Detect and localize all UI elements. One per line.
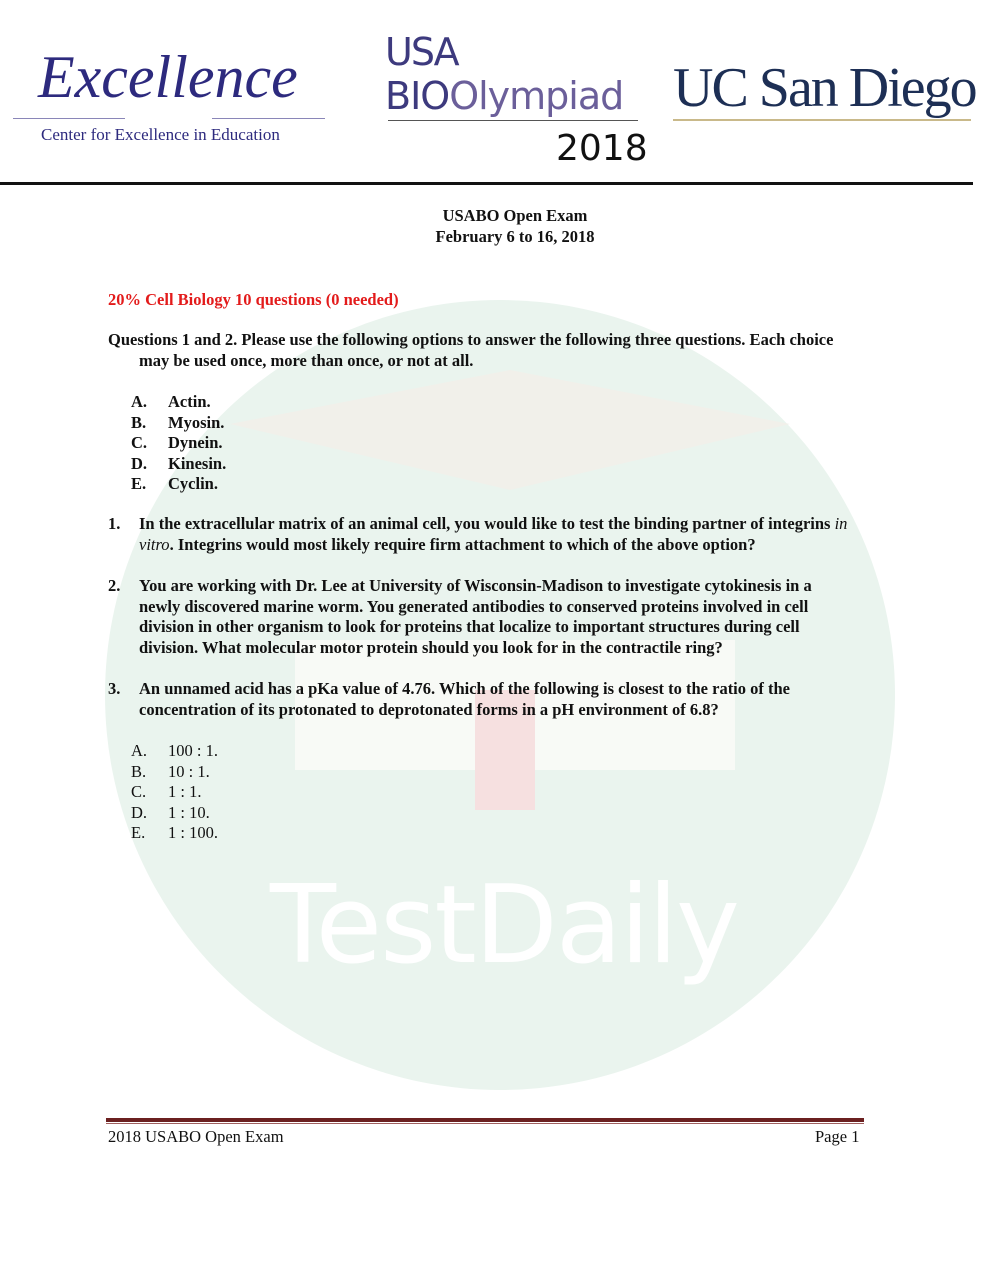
question-3 <box>108 679 928 720</box>
usabo-logo <box>385 74 623 118</box>
ucsd-logo: UC San Diego <box>673 57 976 119</box>
intro-line2: may be used once, more than once, or not at all. <box>139 350 474 370</box>
question-1-line2: vitro. Integrins would most likely require firm attachment to which of the above option? <box>139 534 756 554</box>
option-c: C. 1 : 1. <box>131 782 202 801</box>
option-e: E. 1 : 100. <box>131 823 218 842</box>
usabo-bio: BIO <box>385 74 450 118</box>
option-b: B. Myosin. <box>131 412 225 432</box>
watermark-text: TestDaily <box>270 863 738 988</box>
page-number: Page 1 <box>815 1127 860 1146</box>
option-c: C. Dynein. <box>131 433 223 452</box>
question-2-line3: division in other organism to look for proteins that localize to important structures during cell <box>139 617 800 636</box>
question-1-line1: In the extracellular matrix of an animal cell, you would like to test the binding partner of integrins in <box>139 514 848 533</box>
divider <box>673 119 971 121</box>
divider <box>388 120 638 121</box>
option-a: A. Actin. <box>131 392 211 411</box>
usabo-year: 2018 <box>556 128 648 169</box>
question-2-line1: You are working with Dr. Lee at University of Wisconsin-Madison to investigate cytokinesis in a <box>139 576 812 595</box>
question-2-number: 2. <box>108 576 121 595</box>
footer-rule <box>106 1118 864 1122</box>
option-d: D. 1 : 10. <box>131 802 210 822</box>
footer-rule-thin <box>106 1123 864 1124</box>
usabo-logo-usa: USA <box>385 30 458 74</box>
exam-header <box>0 205 1002 247</box>
question-1-number: 1. <box>108 514 121 533</box>
divider <box>13 118 125 119</box>
question-3-number: 3. <box>108 679 121 698</box>
option-a: A. 100 : 1. <box>131 741 218 760</box>
intro <box>108 330 948 371</box>
exam-dates: February 6 to 16, 2018 <box>435 227 595 246</box>
exam-title: USABO Open Exam <box>442 206 588 225</box>
options-list-1 <box>131 392 351 495</box>
question-2 <box>108 576 928 658</box>
intro-line1: Questions 1 and 2. Please use the following options to answer the following three questions. Each choice <box>108 330 834 349</box>
question-3-line1: An unnamed acid has a pKa value of 4.76. Which of the following is closest to the ratio of the <box>139 679 791 698</box>
question-2-line2: newly discovered marine worm. You generated antibodies to conserved proteins involved in cell <box>139 596 809 616</box>
excellence-subtitle: Center for Excellence in Education <box>41 125 280 144</box>
options-list-3 <box>131 741 351 844</box>
header-rule <box>0 182 973 185</box>
option-e: E. Cyclin. <box>131 474 218 493</box>
question-1 <box>108 514 928 555</box>
divider <box>212 118 325 119</box>
question-3-line2: concentration of its protonated to deprotonated forms in a pH environment of 6.8? <box>139 699 719 719</box>
usabo-olympiad: Olympiad <box>449 74 624 118</box>
excellence-logo: Excellence <box>38 44 298 110</box>
section-heading: 20% Cell Biology 10 questions (0 needed) <box>108 290 399 309</box>
footer-title: 2018 USABO Open Exam <box>108 1127 284 1146</box>
option-b: B. 10 : 1. <box>131 761 210 781</box>
option-d: D. Kinesin. <box>131 453 227 473</box>
question-2-line4: division. What molecular motor protein should you look for in the contractile ring? <box>139 637 723 657</box>
